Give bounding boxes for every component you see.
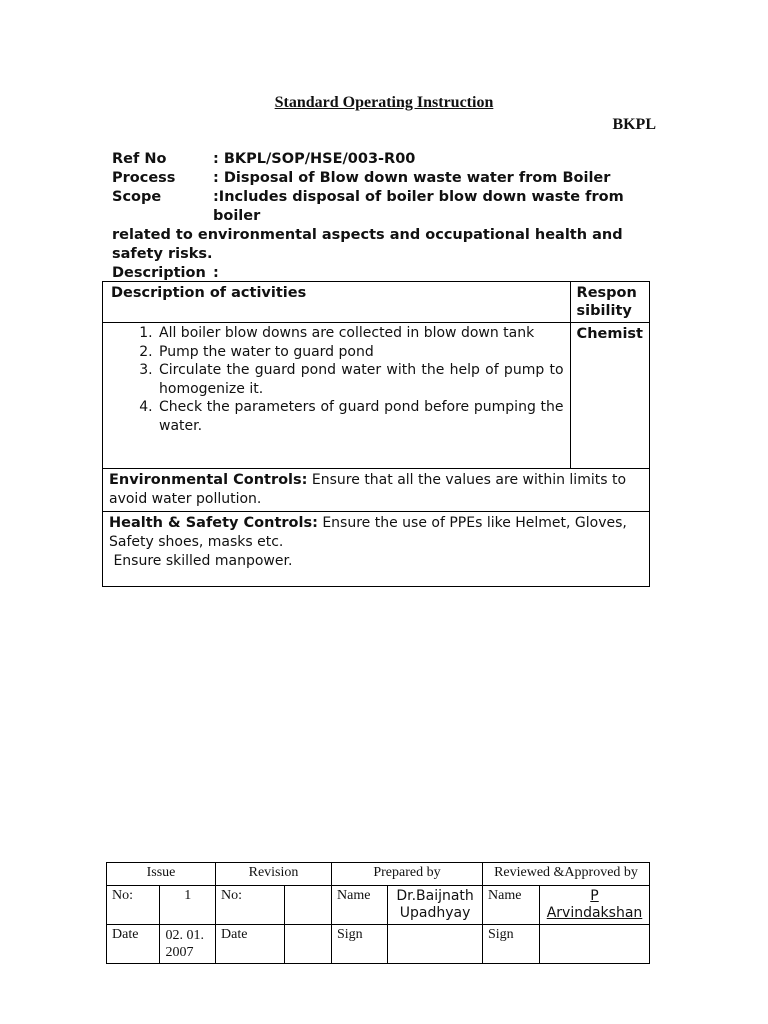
- prepared-by-header: Prepared by: [332, 863, 483, 886]
- activity-item: 3. Circulate the guard pond water with the help of pump to homogenize it.: [157, 361, 564, 398]
- activities-cell: [103, 323, 571, 469]
- prepared-sign-label: Sign: [332, 925, 388, 964]
- description-header: Description of activities: [103, 282, 571, 323]
- environmental-controls-row: [103, 469, 650, 512]
- scope-row: [112, 188, 652, 226]
- revision-no-value: [284, 886, 331, 925]
- responsibility-header-line2: sibility: [576, 303, 632, 319]
- reviewer-sign-label: Sign: [483, 925, 540, 964]
- ref-row: [112, 150, 652, 169]
- page-title: Standard Operating Instruction: [274, 94, 494, 111]
- reviewer-name-label: Name: [483, 886, 540, 925]
- activities-table: [102, 281, 650, 587]
- reviewer-sign-value: [540, 925, 650, 964]
- responsibility-header: [570, 282, 649, 323]
- environmental-controls-label: Environmental Controls:: [109, 472, 308, 488]
- issue-no-value: 1: [160, 886, 216, 925]
- activity-item: 1. All boiler blow downs are collected in blow down tank: [157, 324, 564, 343]
- process-label: Process: [112, 170, 176, 186]
- reviewer-name-line2: Arvindakshan: [546, 905, 643, 921]
- activity-item: 4. Check the parameters of guard pond before pumping the water.: [157, 398, 564, 435]
- issue-header: Issue: [107, 863, 216, 886]
- reviewer-name-line1: P: [590, 888, 599, 904]
- revision-date-value: [284, 925, 331, 964]
- health-safety-controls-label: Health & Safety Controls:: [109, 515, 318, 531]
- prepared-sign-value: [388, 925, 483, 964]
- activities-row: [103, 323, 650, 469]
- approval-header-row: [107, 863, 650, 886]
- revision-no-label: No:: [216, 886, 285, 925]
- revision-date-label: Date: [216, 925, 285, 964]
- ref-label: Ref No: [112, 151, 167, 167]
- process-value: : Disposal of Blow down waste water from Boiler: [213, 170, 611, 186]
- scope-continuation: related to environmental aspects and occupational health and safety risks.: [112, 227, 623, 262]
- scope-label: Scope: [112, 189, 162, 205]
- environmental-controls-text: Ensure that all the values are within limits to avoid water pollution.: [109, 472, 627, 507]
- health-safety-controls: [103, 512, 650, 587]
- process-row: [112, 169, 652, 188]
- company-code: BKPL: [612, 116, 656, 133]
- scope-value: :Includes disposal of boiler blow down waste from boiler: [213, 189, 624, 224]
- responsibility-header-line1: Respon: [576, 285, 637, 301]
- issue-date-label: Date: [107, 925, 160, 964]
- prepared-name-label: Name: [332, 886, 388, 925]
- activity-item: 2. Pump the water to guard pond: [157, 343, 564, 362]
- health-safety-controls-text-2: Ensure skilled manpower.: [109, 553, 293, 569]
- issue-no-label: No:: [107, 886, 160, 925]
- approval-name-row: [107, 886, 650, 925]
- revision-header: Revision: [216, 863, 332, 886]
- environmental-controls: [103, 469, 650, 512]
- activities-header-row: [103, 282, 650, 323]
- health-safety-controls-row: [103, 512, 650, 587]
- reviewed-by-header: Reviewed &Approved by: [483, 863, 650, 886]
- issue-date-value: 02. 01. 2007: [160, 925, 216, 964]
- prepared-name-value: Dr.Baijnath Upadhyay: [388, 886, 483, 925]
- responsibility-value: Chemist: [570, 323, 649, 469]
- description-label: Description: [112, 265, 206, 281]
- document-meta: [112, 150, 652, 283]
- activities-list: [109, 324, 564, 435]
- approval-date-row: [107, 925, 650, 964]
- ref-value: : BKPL/SOP/HSE/003-R00: [213, 151, 416, 167]
- description-value: :: [213, 265, 219, 281]
- health-safety-controls-text: Ensure the use of PPEs like Helmet, Gloves, Safety shoes, masks etc.: [109, 515, 627, 550]
- approval-table: [106, 862, 650, 964]
- reviewer-name-value: [540, 886, 650, 925]
